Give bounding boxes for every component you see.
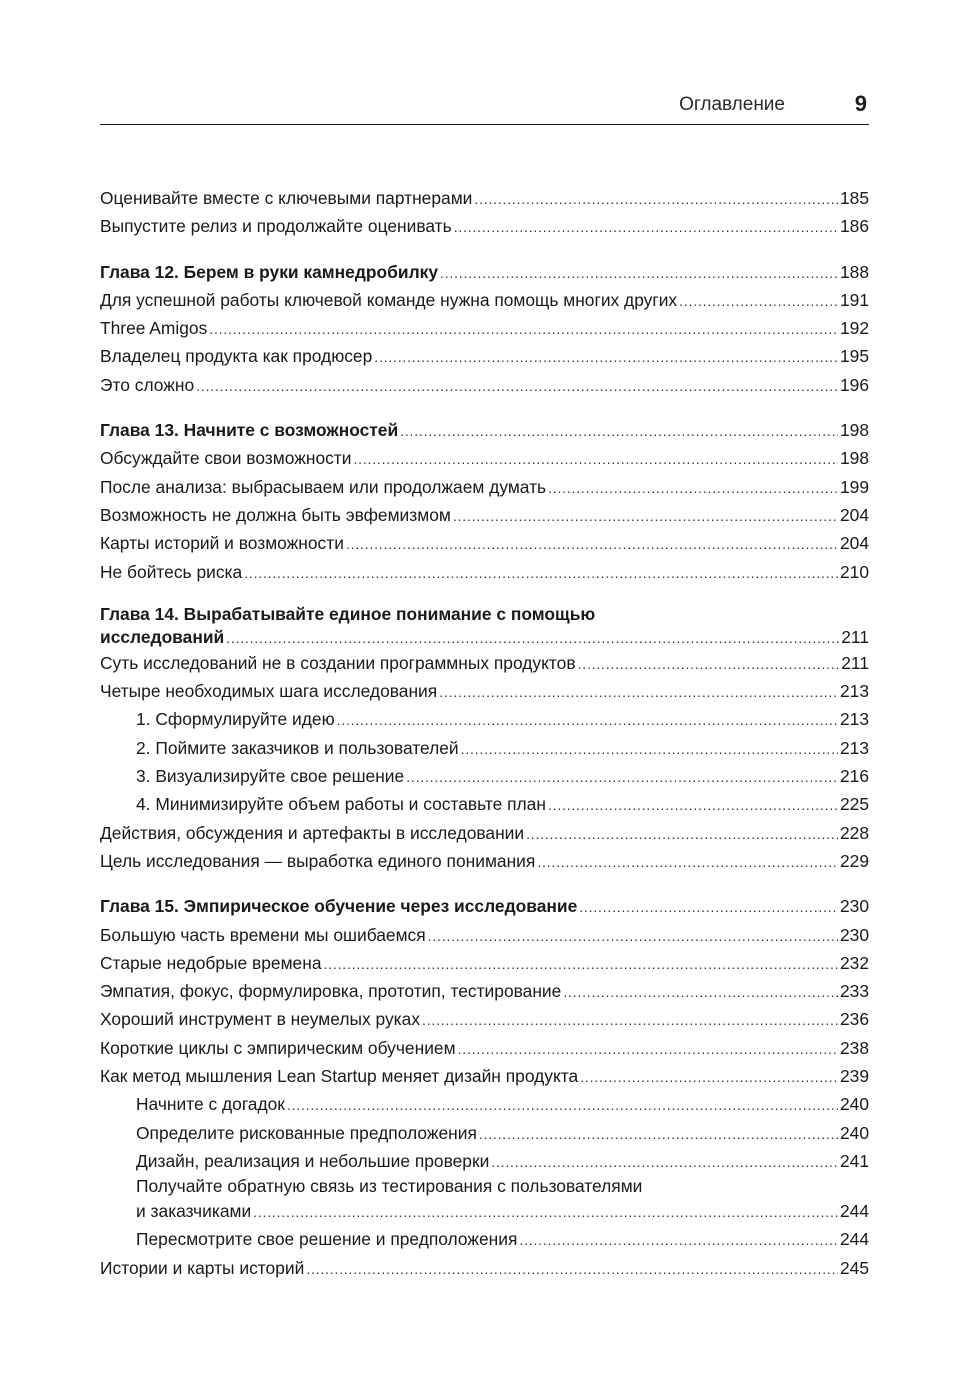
toc-entry-title: Оценивайте вместе с ключевыми партнерами xyxy=(100,188,473,208)
chapter-entry xyxy=(100,603,869,649)
toc-entry xyxy=(100,371,869,399)
toc-entry-title: Не бойтесь риска xyxy=(100,561,243,582)
toc-entry-title: Возможность не должна быть эвфемизмом xyxy=(100,504,451,525)
dot-leader xyxy=(578,650,840,678)
chapter-entry xyxy=(100,258,869,286)
dot-leader xyxy=(537,848,838,876)
toc-entry-title: Как метод мышления Lean Startup меняет дизайн продукта xyxy=(100,1066,579,1087)
toc-subentry xyxy=(100,1090,869,1118)
toc-entry-page: 245 xyxy=(839,1257,869,1278)
toc-entry-page: 225 xyxy=(839,794,869,815)
dot-leader xyxy=(454,213,838,241)
chapter-title: Глава 13. Начните с возможностей xyxy=(100,420,399,441)
toc-entry xyxy=(100,921,869,949)
toc-subentry xyxy=(100,1225,869,1253)
toc-entry xyxy=(100,286,869,314)
toc-entry-page: 198 xyxy=(839,420,869,441)
chapter-title-line1: Глава 14. Вырабатывайте единое понимание с помощью xyxy=(100,603,596,624)
toc-entry-page: 239 xyxy=(839,1066,869,1087)
toc-entry-title: Владелец продукта как продюсер xyxy=(100,346,373,367)
toc-entry xyxy=(100,212,869,240)
toc-entry-title: 2. Поймите заказчиков и пользователей xyxy=(136,737,459,758)
toc-entry-title: Для успешной работы ключевой команде нужна помощь многих других xyxy=(100,289,678,310)
dot-leader xyxy=(519,1226,838,1254)
toc-entry xyxy=(100,184,869,212)
toc-subentry xyxy=(100,1119,869,1147)
toc-entry-title: Three Amigos xyxy=(100,318,208,339)
toc-subentry xyxy=(100,1175,869,1225)
page-number: 9 xyxy=(854,91,867,116)
toc-entry-page: 213 xyxy=(839,737,869,758)
dot-leader xyxy=(374,343,838,371)
toc-entry-page: 241 xyxy=(839,1150,869,1171)
toc-entry-title: 3. Визуализируйте свое решение xyxy=(136,766,405,787)
toc-entry-title: Короткие циклы с эмпирическим обучением xyxy=(100,1037,456,1058)
chapter-entry xyxy=(100,416,869,444)
toc-entry xyxy=(100,314,869,342)
dot-leader xyxy=(526,820,838,848)
toc-entry xyxy=(100,1062,869,1090)
chapter-title-line2: исследований xyxy=(100,626,225,647)
toc-entry-page: 198 xyxy=(839,448,869,469)
toc-entry-title-line2: и заказчиками xyxy=(136,1201,252,1222)
toc-entry-page: 195 xyxy=(839,346,869,367)
toc-entry-page: 244 xyxy=(839,1201,869,1222)
toc-entry-title: 1. Сформулируйте идею xyxy=(136,709,335,730)
toc-entry-title: Суть исследований не в создании программных продуктов xyxy=(100,652,576,673)
toc-entry xyxy=(100,1005,869,1033)
toc-entry-page: 192 xyxy=(839,318,869,339)
toc-entry-page: 185 xyxy=(839,188,869,208)
dot-leader xyxy=(306,1255,838,1283)
toc-entry xyxy=(100,501,869,529)
toc-entry-page: 228 xyxy=(839,822,869,843)
toc-entry-title: 4. Минимизируйте объем работы и составьте план xyxy=(136,794,546,815)
toc-entry-page: 236 xyxy=(839,1009,869,1030)
toc-entry-page: 204 xyxy=(839,533,869,554)
toc-entry-page: 191 xyxy=(839,289,869,310)
toc-entry-page: 211 xyxy=(841,652,869,673)
toc-entry xyxy=(100,847,869,875)
dot-leader xyxy=(422,1006,838,1034)
dot-leader xyxy=(548,791,838,819)
toc-entry-page: 244 xyxy=(839,1229,869,1250)
running-header xyxy=(100,88,869,125)
chapter-title: Глава 12. Берем в руки камнедробилку xyxy=(100,261,438,282)
toc-entry xyxy=(100,1034,869,1062)
toc-entry-title: Четыре необходимых шага исследования xyxy=(100,681,438,702)
toc-subentry xyxy=(100,1147,869,1175)
dot-leader xyxy=(353,445,838,473)
toc-entry-title: Это сложно xyxy=(100,374,195,395)
toc-entry-title: Старые недобрые времена xyxy=(100,952,322,973)
toc-entry-page: 204 xyxy=(839,504,869,525)
toc-entry xyxy=(100,529,869,557)
dot-leader xyxy=(491,1148,838,1176)
toc-entry-page: 196 xyxy=(839,374,869,395)
dot-leader xyxy=(474,185,838,213)
toc-entry xyxy=(100,444,869,472)
toc-subentry xyxy=(100,762,869,790)
dot-leader xyxy=(563,978,838,1006)
toc-entry-title: Большую часть времени мы ошибаемся xyxy=(100,924,426,945)
dot-leader xyxy=(209,315,838,343)
toc-entry-title: Выпустите релиз и продолжайте оценивать xyxy=(100,216,452,237)
toc-entry xyxy=(100,819,869,847)
toc-entry-title-line1: Получайте обратную связь из тестирования с пользователями xyxy=(136,1176,643,1197)
chapter-entry xyxy=(100,892,869,920)
toc-entry-page: 230 xyxy=(839,896,869,917)
toc-entry-page: 229 xyxy=(839,850,869,871)
toc-entry xyxy=(100,977,869,1005)
dot-leader xyxy=(244,559,838,587)
dot-leader xyxy=(253,1198,838,1226)
toc-entry xyxy=(100,473,869,501)
toc-entry-page: 213 xyxy=(839,681,869,702)
dot-leader xyxy=(428,922,838,950)
dot-leader xyxy=(579,893,838,921)
toc-entry xyxy=(100,649,869,677)
toc-entry-page: 240 xyxy=(839,1094,869,1115)
dot-leader xyxy=(458,1035,838,1063)
dot-leader xyxy=(479,1120,838,1148)
dot-leader xyxy=(337,706,838,734)
toc-subentry xyxy=(100,705,869,733)
toc-entry-title: Действия, обсуждения и артефакты в исследовании xyxy=(100,822,525,843)
toc-entry xyxy=(100,677,869,705)
toc-entry-page: 233 xyxy=(839,981,869,1002)
toc-entry xyxy=(100,342,869,370)
toc-entry-page: 232 xyxy=(839,952,869,973)
toc-entry-title: После анализа: выбрасываем или продолжаем думать xyxy=(100,476,547,497)
dot-leader xyxy=(548,474,838,502)
dot-leader xyxy=(439,678,838,706)
toc-entry-page: 188 xyxy=(839,261,869,282)
toc-entry-page: 211 xyxy=(841,626,869,647)
toc-entry-title: Хороший инструмент в неумелых руках xyxy=(100,1009,421,1030)
dot-leader xyxy=(346,530,838,558)
toc-subentry xyxy=(100,790,869,818)
toc-entry-page: 210 xyxy=(839,561,869,582)
dot-leader xyxy=(196,372,838,400)
toc-entry-title: Обсуждайте свои возможности xyxy=(100,448,352,469)
dot-leader xyxy=(400,417,838,445)
dot-leader xyxy=(324,950,838,978)
toc-entry-page: 213 xyxy=(839,709,869,730)
dot-leader xyxy=(440,259,838,287)
dot-leader xyxy=(461,735,838,763)
dot-leader xyxy=(453,502,838,530)
toc-entry xyxy=(100,949,869,977)
toc-entry xyxy=(100,558,869,586)
toc-entry-title: Пересмотрите свое решение и предположения xyxy=(136,1229,518,1250)
toc-entry-page: 199 xyxy=(839,476,869,497)
dot-leader xyxy=(287,1091,838,1119)
toc-entry-title: Эмпатия, фокус, формулировка, прототип, тестирование xyxy=(100,981,562,1002)
table-of-contents xyxy=(100,184,869,1282)
toc-entry-page: 186 xyxy=(839,216,869,237)
dot-leader xyxy=(580,1063,838,1091)
toc-entry-title: Карты историй и возможности xyxy=(100,533,344,554)
toc-entry-page: 240 xyxy=(839,1122,869,1143)
header-title: Оглавление xyxy=(679,94,785,115)
toc-subentry xyxy=(100,734,869,762)
toc-entry-title: Цель исследования — выработка единого понимания xyxy=(100,850,536,871)
chapter-title: Глава 15. Эмпирическое обучение через исследование xyxy=(100,896,578,917)
toc-entry xyxy=(100,1254,869,1282)
toc-entry-page: 238 xyxy=(839,1037,869,1058)
toc-entry-title: Дизайн, реализация и небольшие проверки xyxy=(136,1150,490,1171)
dot-leader xyxy=(226,626,839,650)
dot-leader xyxy=(679,287,838,315)
toc-entry-page: 230 xyxy=(839,924,869,945)
toc-entry-page: 216 xyxy=(839,766,869,787)
toc-entry-title: Начните с догадок xyxy=(136,1094,285,1115)
toc-entry-title: Истории и карты историй xyxy=(100,1257,305,1278)
dot-leader xyxy=(406,763,838,791)
toc-entry-title: Определите рискованные предположения xyxy=(136,1122,477,1143)
